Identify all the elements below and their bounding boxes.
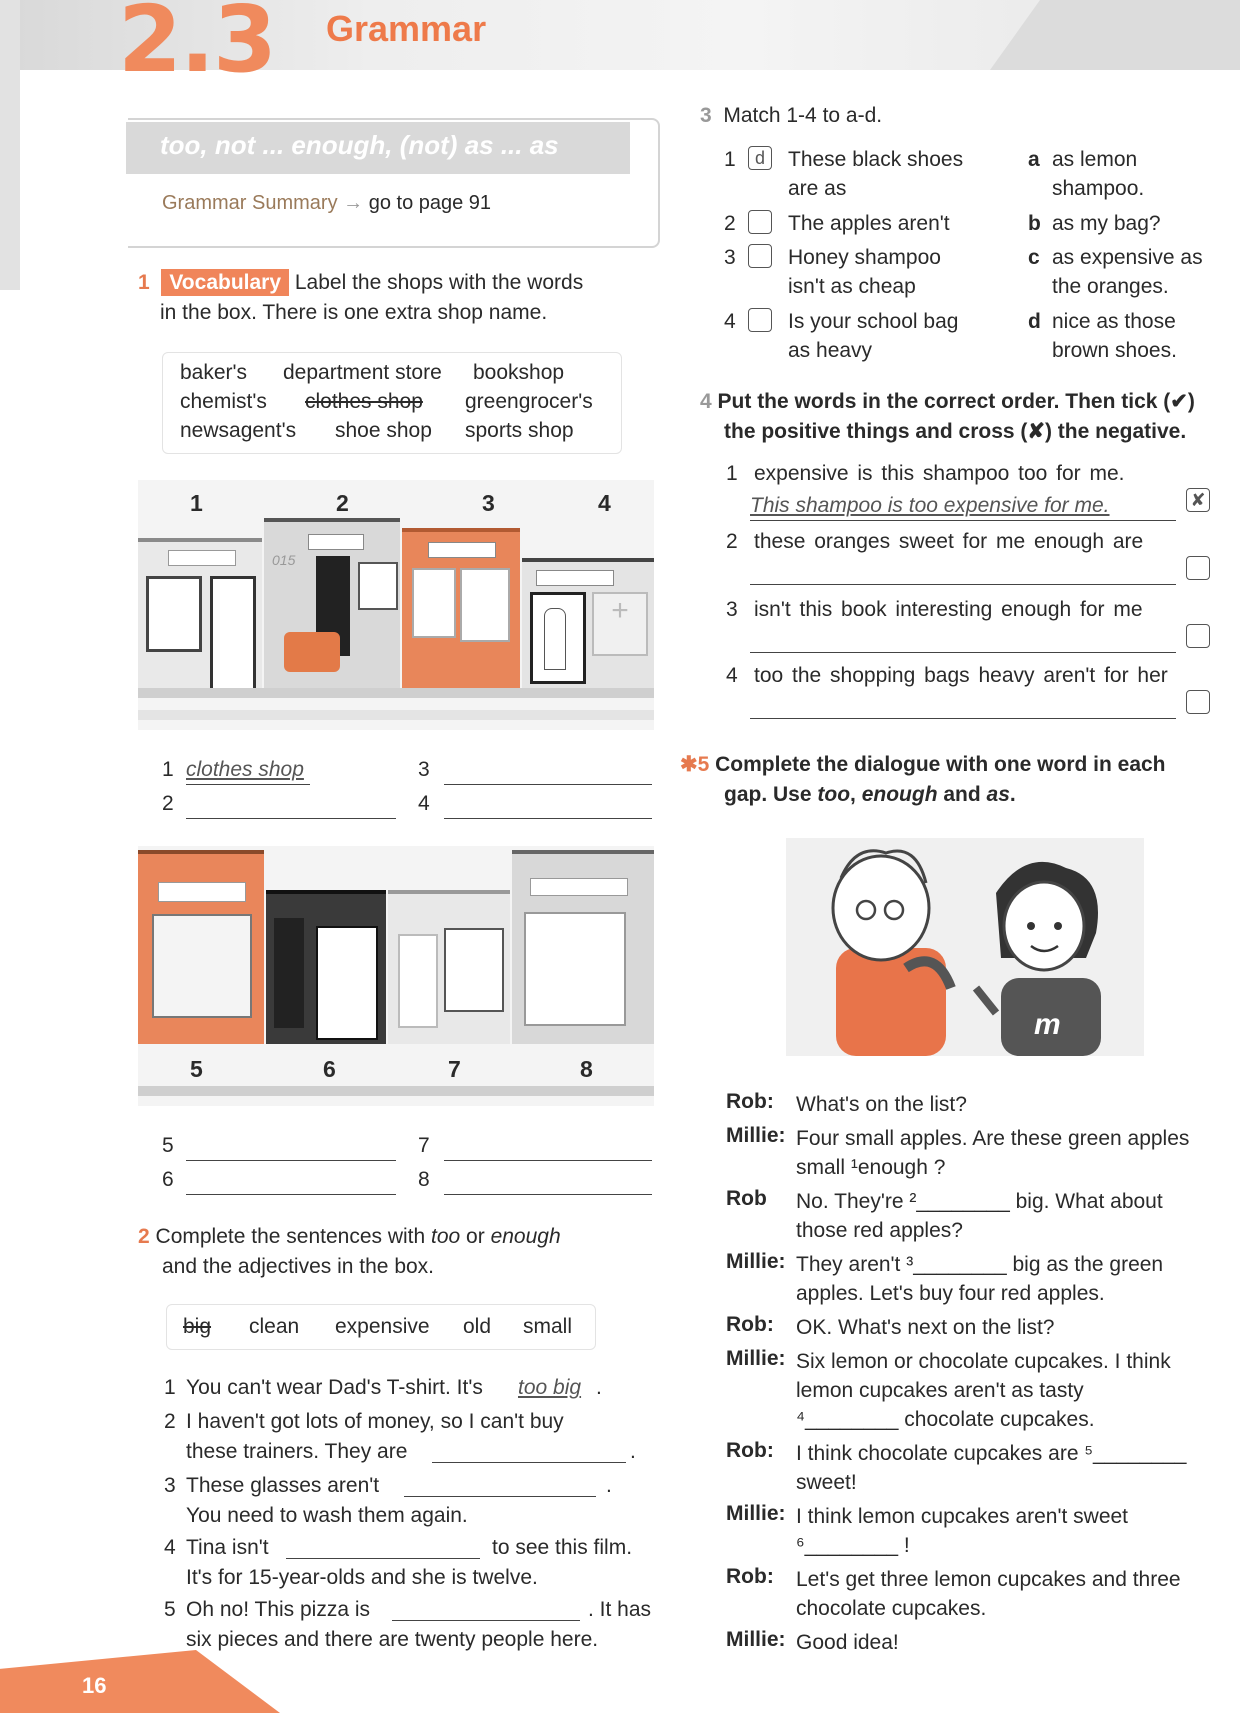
- dialogue-line: I think lemon cupcakes aren't sweet: [796, 1505, 1129, 1528]
- answer-line[interactable]: [286, 1558, 480, 1559]
- word-box-item: expensive: [335, 1315, 430, 1338]
- word-box-item-struck: clothes shop: [305, 390, 423, 413]
- dialogue-line: ⁴________ chocolate cupcakes.: [796, 1408, 1095, 1431]
- item-num: 4: [164, 1536, 176, 1559]
- word-box-item: sports shop: [465, 419, 574, 442]
- shop-front-8: [512, 850, 654, 1044]
- summary-label: Grammar Summary: [162, 192, 338, 214]
- answer-num: 7: [418, 1134, 430, 1157]
- instruction-keyword: enough: [490, 1225, 561, 1248]
- shop-number: 7: [448, 1056, 461, 1082]
- match-text: isn't as cheap: [788, 275, 916, 298]
- dialogue: [726, 1090, 1226, 1654]
- match-box-3[interactable]: [748, 244, 772, 268]
- answer-num: 1: [162, 758, 174, 781]
- sentence-text: these trainers. They are: [186, 1440, 408, 1463]
- scrambled-words: these oranges sweet for me enough are: [754, 530, 1144, 553]
- shop-front-4: +: [522, 558, 654, 692]
- dialogue-line: sweet!: [796, 1471, 857, 1494]
- exercise-4-number: 4: [700, 390, 712, 413]
- item-num: 5: [164, 1598, 176, 1621]
- answer-num: 5: [162, 1134, 174, 1157]
- speaker: Millie:: [726, 1124, 786, 1147]
- option-letter: a: [1028, 148, 1040, 171]
- dialogue-line: They aren't ³________ big as the green: [796, 1253, 1164, 1276]
- sentence-text: It's for 15-year-olds and she is twelve.: [186, 1566, 538, 1589]
- dialogue-line: I think chocolate cupcakes are ⁵________: [796, 1442, 1187, 1465]
- shops-illustration-1: [138, 480, 654, 730]
- answer-line-5[interactable]: [186, 1160, 396, 1161]
- match-text: Is your school bag: [788, 310, 959, 333]
- item-num: 2: [164, 1410, 176, 1433]
- instruction-keyword: enough: [861, 783, 938, 806]
- speaker: Rob:: [726, 1439, 774, 1462]
- word-box-item-struck: big: [183, 1315, 212, 1338]
- answer-line[interactable]: [432, 1462, 626, 1463]
- shop-front-7: [388, 890, 510, 1044]
- answer-line-8[interactable]: [444, 1194, 652, 1195]
- speaker: Millie:: [726, 1628, 786, 1651]
- grammar-topic-title: too, not ... enough, (not) as ... as: [160, 130, 559, 160]
- exercise-1-word-box: [162, 352, 622, 454]
- left-margin-strip: [0, 0, 20, 290]
- answer-num: 4: [418, 792, 430, 815]
- sentence-text: to see this film.: [492, 1536, 633, 1559]
- sentence-text: You can't wear Dad's T-shirt. It's: [186, 1376, 483, 1399]
- answer-num: 6: [162, 1168, 174, 1191]
- exercise-5-number: 5: [697, 753, 710, 776]
- sentence-text: You need to wash them again.: [186, 1504, 468, 1527]
- item-num: 3: [164, 1474, 176, 1497]
- dialogue-line: Four small apples. Are these green apples: [796, 1127, 1190, 1150]
- sentence-text: Tina isn't: [186, 1536, 269, 1559]
- children-illustration: [786, 838, 1144, 1056]
- shop-number: 3: [482, 490, 495, 516]
- option-text: nice as those: [1052, 310, 1176, 333]
- tick-cross-box-1[interactable]: ✘: [1186, 488, 1210, 512]
- instruction-text: Match 1-4 to a-d.: [723, 104, 883, 127]
- vocabulary-tag: Vocabulary: [161, 269, 289, 296]
- answer-line: [186, 784, 310, 785]
- answer-line-4[interactable]: [444, 818, 652, 819]
- item-num: 3: [724, 246, 736, 269]
- shop-front-6: [266, 890, 386, 1044]
- dialogue-line: Six lemon or chocolate cupcakes. I think: [796, 1350, 1171, 1373]
- answer-line-3[interactable]: [444, 784, 652, 785]
- dialogue-line: small ¹enough ?: [796, 1156, 946, 1179]
- shop-number: 8: [580, 1056, 593, 1082]
- answer-num: 3: [418, 758, 430, 781]
- item-num: 4: [726, 664, 738, 687]
- grammar-summary-link[interactable]: [162, 192, 491, 215]
- exercise-1-number: 1: [138, 271, 150, 294]
- arrow-right-icon: →: [343, 192, 364, 214]
- answer-shop-1[interactable]: clothes shop: [186, 758, 304, 781]
- instruction-text: Complete the dialogue with one word in each: [715, 753, 1166, 776]
- option-text: as lemon: [1052, 148, 1138, 171]
- word-box-item: old: [463, 1315, 492, 1338]
- item-num: 2: [726, 530, 738, 553]
- sentence-text: .: [630, 1440, 636, 1463]
- option-text: as my bag?: [1052, 212, 1161, 235]
- answer-line: [750, 520, 1176, 521]
- instruction-text: or: [460, 1225, 491, 1248]
- option-text: the oranges.: [1052, 275, 1169, 298]
- instruction-keyword: as: [986, 783, 1010, 806]
- word-box-item: bookshop: [473, 361, 565, 384]
- sentence-text: I haven't got lots of money, so I can't buy: [186, 1410, 564, 1433]
- answer-num: 8: [418, 1168, 430, 1191]
- instruction-text: gap. Use: [724, 783, 818, 806]
- sentence-answer[interactable]: too big: [518, 1376, 582, 1399]
- word-box-item: baker's: [180, 361, 248, 384]
- speaker: Rob:: [726, 1090, 774, 1113]
- answer-num: 2: [162, 792, 174, 815]
- exercise-5-instruction: ✱5 Complete the dialogue with one word in each gap. Use too, enough and as.: [680, 753, 1166, 806]
- exercise-3-instruction: [700, 104, 882, 128]
- answer-line[interactable]: [750, 584, 1176, 585]
- pavement: [138, 1086, 654, 1096]
- sentence-text: six pieces and there are twenty people here.: [186, 1628, 599, 1651]
- word-box-item: clean: [249, 1315, 300, 1338]
- shop-number: 1: [190, 490, 203, 516]
- match-text: are as: [788, 177, 847, 200]
- answer-line-2[interactable]: [186, 818, 396, 819]
- shop-number: 5: [190, 1056, 203, 1082]
- shop-number: 2: [336, 490, 349, 516]
- word-box-item: shoe shop: [335, 419, 432, 442]
- exercise-4-instruction: [700, 387, 1220, 447]
- dialogue-line: Good idea!: [796, 1631, 899, 1654]
- dialogue-illustration: [786, 838, 1144, 1056]
- item-num: 3: [726, 598, 738, 621]
- dialogue-line: chocolate cupcakes.: [796, 1597, 987, 1620]
- match-text: The apples aren't: [788, 212, 950, 235]
- shops-illustration-2: [138, 846, 654, 1106]
- ordered-answer[interactable]: This shampoo is too expensive for me.: [750, 494, 1110, 517]
- page-corner: [0, 1650, 280, 1713]
- instruction-text: .: [1009, 783, 1016, 806]
- exercise-2-number: 2: [138, 1225, 150, 1248]
- item-num: 1: [726, 462, 738, 485]
- sentence-text: .: [606, 1474, 612, 1497]
- exercise-2-instruction: [138, 1222, 658, 1282]
- match-box-4[interactable]: [748, 308, 772, 332]
- word-box-item: newsagent's: [180, 419, 297, 442]
- instruction-text: and the adjectives in the box.: [162, 1255, 435, 1278]
- tick-cross-box-4[interactable]: [1186, 690, 1210, 714]
- item-num: 4: [724, 310, 736, 333]
- match-text: Honey shampoo: [788, 246, 941, 269]
- shop-front-1: [138, 538, 262, 692]
- instruction-text: Put the words in the correct order. Then tick (✔): [717, 390, 1195, 413]
- speaker: Rob:: [726, 1565, 774, 1588]
- dialogue-line: ⁶________ !: [796, 1534, 910, 1557]
- sentence-text: Oh no! This pizza is: [186, 1598, 371, 1621]
- pavement: [138, 688, 654, 698]
- word-box-item: department store: [283, 361, 442, 384]
- speaker: Millie:: [726, 1502, 786, 1525]
- item-num: 2: [724, 212, 736, 235]
- scrambled-words: isn't this book interesting enough for me: [754, 598, 1143, 621]
- item-num: 1: [164, 1376, 176, 1399]
- option-letter: d: [1028, 310, 1041, 333]
- speaker: Rob:: [726, 1313, 774, 1336]
- answer-line-7[interactable]: [444, 1160, 652, 1161]
- shop-front-2: [264, 518, 400, 692]
- match-box-2[interactable]: [748, 210, 772, 234]
- dialogue-line: those red apples?: [796, 1219, 963, 1242]
- option-text: brown shoes.: [1052, 339, 1177, 362]
- dialogue-line: apples. Let's buy four red apples.: [796, 1282, 1105, 1305]
- dialogue-line: No. They're ²________ big. What about: [796, 1190, 1163, 1213]
- option-letter: b: [1028, 212, 1041, 235]
- dialogue-line: OK. What's next on the list?: [796, 1316, 1055, 1339]
- challenge-star-icon: ✱: [680, 753, 698, 776]
- page-number: 16: [82, 1673, 107, 1698]
- word-box-item: chemist's: [180, 390, 267, 413]
- match-text: These black shoes: [788, 148, 964, 171]
- shop-number: 6: [323, 1056, 336, 1082]
- tick-cross-box-2[interactable]: [1186, 556, 1210, 580]
- match-box-1[interactable]: d: [748, 146, 772, 170]
- exercise-3-number: 3: [700, 104, 712, 127]
- answer-line[interactable]: [750, 652, 1176, 653]
- scrambled-words: expensive is this shampoo too for me.: [754, 462, 1125, 485]
- match-text: as heavy: [788, 339, 873, 362]
- instruction-text: and: [937, 783, 987, 806]
- speaker: Millie:: [726, 1347, 786, 1370]
- tick-cross-box-3[interactable]: [1186, 624, 1210, 648]
- word-box-item: small: [523, 1315, 573, 1338]
- sentence-text: These glasses aren't: [186, 1474, 380, 1497]
- scrambled-words: too the shopping bags heavy aren't for her: [754, 664, 1168, 687]
- sentence-text: .: [596, 1376, 602, 1399]
- shop-front-5: [138, 850, 264, 1044]
- exercise-1-instruction-line2: in the box. There is one extra shop name.: [160, 301, 548, 324]
- answer-line[interactable]: [404, 1496, 596, 1497]
- item-num: 1: [724, 148, 736, 171]
- answer-line[interactable]: [750, 718, 1176, 719]
- shirt-letter: m: [1034, 1008, 1061, 1041]
- dialogue-line: What's on the list?: [796, 1093, 967, 1116]
- word-box-item: greengrocer's: [465, 390, 593, 413]
- exercise-1-instruction-line1: Label the shops with the words: [294, 271, 584, 294]
- answer-line-6[interactable]: [186, 1194, 396, 1195]
- instruction-keyword: too: [817, 783, 851, 806]
- shop-front-3: [402, 528, 520, 692]
- speaker: Millie:: [726, 1250, 786, 1273]
- sentence-text: . It has: [588, 1598, 652, 1621]
- instruction-text: the positive things and cross (✘) the negative.: [724, 420, 1187, 443]
- dialogue-line: Let's get three lemon cupcakes and three: [796, 1568, 1181, 1591]
- unit-number: 2.3: [118, 0, 275, 93]
- pavement: [138, 710, 654, 720]
- instruction-keyword: too: [431, 1225, 461, 1248]
- speaker: Rob: [726, 1187, 767, 1210]
- answer-line[interactable]: [392, 1620, 580, 1621]
- summary-page: go to page 91: [368, 192, 492, 214]
- sign-price: 015: [272, 552, 296, 568]
- exercise-2-word-box: [166, 1304, 596, 1350]
- option-letter: c: [1028, 246, 1040, 269]
- instruction-text: Complete the sentences with: [155, 1225, 432, 1248]
- option-text: as expensive as: [1052, 246, 1203, 269]
- unit-title: Grammar: [326, 8, 487, 49]
- shop-number: 4: [598, 490, 611, 516]
- option-text: shampoo.: [1052, 177, 1145, 200]
- dialogue-line: lemon cupcakes aren't as tasty: [796, 1379, 1084, 1402]
- exercise-1-instruction: [138, 268, 658, 328]
